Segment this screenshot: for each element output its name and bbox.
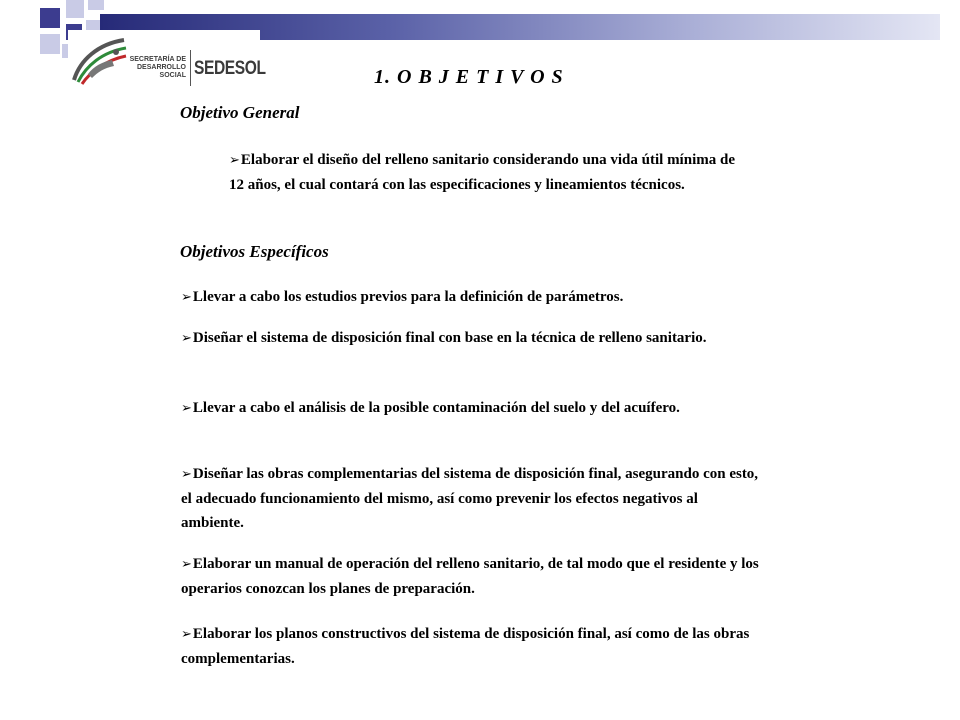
eagle-emblem-icon <box>68 30 128 90</box>
list-item <box>181 462 761 535</box>
agency-name-text: SECRETARÍA DE DESARROLLO SOCIAL <box>129 56 186 79</box>
list-item-text: Elaborar el diseño del relleno sanitario considerando una vida útil mínima de 12 años, el cual contará con las especificaciones y lineamientos técnicos. <box>229 152 735 193</box>
page-title: 1. O B J E T I V O S <box>374 66 564 88</box>
arrow-bullet-icon: ➢ <box>181 627 192 642</box>
list-item-text: Diseñar las obras complementarias del sistema de disposición final, asegurando con esto, el adecuado funcionamiento del mismo, así como prevenir los efectos negativos al ambiente. <box>181 466 759 531</box>
sedesol-logo <box>68 30 266 90</box>
decor-square <box>40 8 60 28</box>
brand-name: SEDESOL <box>194 58 266 79</box>
arrow-bullet-icon: ➢ <box>181 557 192 572</box>
list-item <box>181 285 761 310</box>
list-item <box>181 552 761 601</box>
arrow-bullet-icon: ➢ <box>229 153 240 168</box>
arrow-bullet-icon: ➢ <box>181 331 192 346</box>
list-item-text: Llevar a cabo los estudios previos para la definición de parámetros. <box>192 289 624 305</box>
list-item <box>181 622 761 671</box>
list-item <box>181 326 761 351</box>
list-item-text: Diseñar el sistema de disposición final con base en la técnica de relleno sanitario. <box>192 330 707 346</box>
general-objective-heading: Objetivo General <box>180 103 300 122</box>
list-item-text: Elaborar un manual de operación del relleno sanitario, de tal modo que el residente y los operarios conozcan los planes de preparación. <box>181 556 759 597</box>
list-item-text: Elaborar los planos constructivos del sistema de disposición final, así como de las obras complementarias. <box>181 626 750 667</box>
decor-square <box>88 0 104 10</box>
arrow-bullet-icon: ➢ <box>181 401 192 416</box>
decor-square <box>66 0 84 18</box>
decor-square <box>40 34 60 54</box>
logo-divider <box>190 50 191 86</box>
arrow-bullet-icon: ➢ <box>181 467 192 482</box>
general-objective-item <box>229 148 749 197</box>
list-item <box>181 396 761 421</box>
specific-objectives-heading: Objetivos Específicos <box>180 242 329 261</box>
arrow-bullet-icon: ➢ <box>181 290 192 305</box>
list-item-text: Llevar a cabo el análisis de la posible contaminación del suelo y del acuífero. <box>192 400 680 416</box>
